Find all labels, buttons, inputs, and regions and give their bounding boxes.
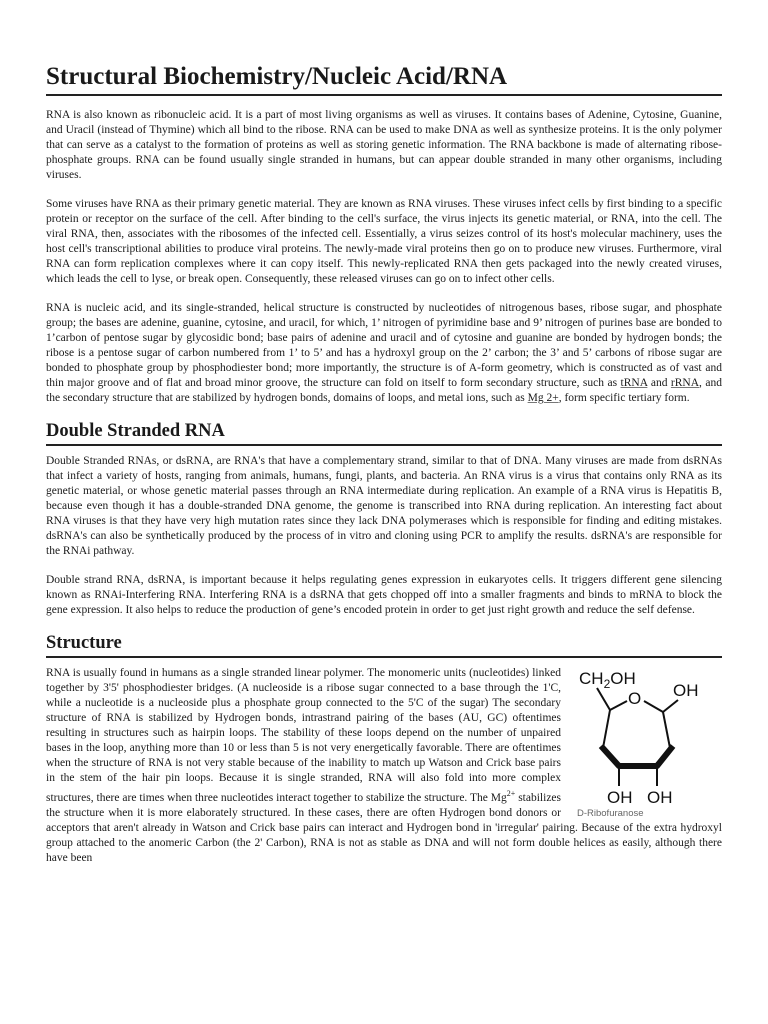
intro-paragraph-3: [46, 301, 722, 406]
structure-paragraph-1-text-a: RNA is usually found in humans as a single stranded linear polymer. The monomeric units (nucleotides) linked together by 3'5' phosphodiester bridges. (A nucleoside is a ribose sugar connected to a base through the 1'C, while a nucleotide is a nucleoside plus a phosphate group connected to the 5'C of the sugar) The secondary structure of RNA is stabilized by Hydrogen bonds, intrastrand pairing of the bases (AU, GC) oftentimes resulting in structures such as hairpin loops. The stability of these loops depend on the number of unpaired bases in the loop, anything more than 10 or less than 5 is not very energetically favorable. There are oftentimes when the structure of RNA is not very stable because of the inability to match up Watson and Crick base pairs in the stem of the hair pin loops. Because it is single stranded, RNA will also fold into more complex structures, there are times when three nucleotides interact together to stabilize the structure. The Mg: [46, 667, 561, 804]
ring-bond-c4-o: [610, 701, 627, 710]
intro-paragraph-1: RNA is also known as ribonucleic acid. It is a part of most living organisms as well as viruses. It contains bases of Adenine, Cytosine, Guanine, and Uracil (instead of Thymine) which all bind to the ribose. RNA can be used to make DNA as well as synthesize proteins. It is the only polymer that can serve as a catalyst to the formation of proteins as well as storing genetic information. The RNA backbone is made of alternating ribose-phosphate groups. RNA can be found usually single stranded in humans, but can appear double stranded in many other organisms, including viruses.: [46, 109, 722, 181]
mg2-link[interactable]: Mg 2+: [527, 392, 559, 404]
c2-oh-label: OH: [647, 788, 673, 807]
trna-link[interactable]: tRNA: [620, 377, 648, 389]
ribofuranose-structure-diagram: [577, 666, 722, 818]
intro-paragraph-3-text-c: , and the secondary structure that are stabilized by hydrogen bonds, domains of loops, and metal ions, such as: [46, 377, 722, 404]
structure-section: [46, 666, 722, 866]
ring-front-bold-edge: [601, 746, 673, 766]
ch2oh-bond: [597, 688, 610, 710]
ring-bond-o-c1: [644, 701, 663, 712]
ring-oxygen-label: O: [628, 689, 642, 708]
structure-paragraph-1-text-b: stabilizes the structure when it is more elaborately structured. In these cases, there are often Hydrogen bond donors or acceptors that aren't already in Watson and Crick base pairs can interact and Hydrogen bond in 'irregular' pairing. Because of the extra hydroxyl group attached to the anomeric Carbon (the 2' Carbon), RNA is not as stable as DNA and will not form double helices as easily, although there have been: [46, 791, 722, 864]
structure-heading: Structure: [46, 632, 722, 658]
dsrna-paragraph-2: Double strand RNA, dsRNA, is important because it helps regulating genes expression in eukaryotes cells. It triggers different gene silencing known as RNAi-Interfering RNA. Interfering RNA is a dsRNA that gets chopped off into a smaller fragments and binds to mRNA to block the gene expression. It also helps to reduce the production of gene’s encoded protein in order to get just right growth and reduce the self defense.: [46, 574, 722, 616]
intro-paragraph-2: Some viruses have RNA as their primary genetic material. They are known as RNA viruses. These viruses infect cells by first binding to a specific protein or receptor on the surface of the cell. After binding to the cell's surface, the virus injects its genetic material, or RNA, into the cell. The viral RNA, then, associates with the ribosomes of the infected cell. Essentially, a virus seizes control of its host's molecular machinery, uses the host cell's transcriptional abilities to produce viral proteins. The newly-made viral proteins then go on to produce new viruses. Furthermore, viral RNA can form replication complexes where it can copy itself. This newly-replicated RNA then gets packaged into the newly created viruses, which leads the cell to lyse, or break open. Consequently, these released viruses can go on to infect other cells.: [46, 198, 722, 285]
figure-caption: D-Ribofuranose: [577, 808, 644, 818]
article: [46, 62, 722, 880]
rrna-link[interactable]: rRNA: [670, 377, 700, 389]
ch2oh-label: $CH_2OH$: [579, 669, 636, 691]
dsrna-paragraph-1: Double Stranded RNAs, or dsRNA, are RNA's that have a complementary strand, similar to that of DNA. Many viruses are made from dsRNAs that infect a variety of hosts, ranging from animals, humans, fungi, plants, and bacteria. An RNA virus is a virus that contains only RNA as its genetic material, or whose genetic material passes through an RNA intermediate during replication. An example of a RNA virus is Hepatitis B, because even though it has a double-stranded DNA genome, the genome is transcribed into RNA during replication. An interesting fact about RNA viruses is that they have very high mutation rates since they lack DNA polymerases which is responsible for finding and editing mistakes. dsRNA's can also be synthetically produced by the process of in vitro and cloning using PCR to amplify the results. dsRNA's are responsible for the RNAi pathway.: [46, 455, 722, 557]
c1-oh-label: OH: [673, 681, 699, 700]
mg-superscript: 2+: [506, 789, 516, 798]
page-title: Structural Biochemistry/Nucleic Acid/RNA: [46, 62, 722, 96]
intro-paragraph-3-text-a: RNA is nucleic acid, and its single-stranded, helical structure is constructed by nucleotides of nitrogenous bases, ribose sugar, and phosphate group; the bases are adenine, guanine, cytosine, and uracil, for which, 1’ nitrogen of pyrimidine base and 9’ nitrogen of purines base are bonded to 1’carbon of pentose sugar by glycosidic bond; base pairs of adenine and uracil and of cytosine and guanine are bonded by hydrogen bonds; the ribose is a pentose sugar of carbon numbered from 1’ to 5’ and has a hydroxyl group on the 2’ carbon; the 3’ and 5’ carbons of ribose sugar are bonded to phosphate group by phosphodiester bond; more importantly, the structure is of A-form geometry, which is constructed as of vast and thin major groove and of flat and broad minor groove, the structure can fold on itself to form secondary structure, such as: [46, 302, 722, 389]
intro-paragraph-3-text-d: , form specific tertiary form.: [558, 392, 690, 404]
ring-bond-c4-c3: [603, 710, 610, 748]
c3-oh-label: OH: [607, 788, 633, 807]
double-stranded-rna-heading: Double Stranded RNA: [46, 420, 722, 446]
intro-paragraph-3-text-b: and: [647, 377, 671, 389]
c1-oh-bond: [663, 700, 678, 712]
ring-bond-c1-c2: [663, 712, 670, 748]
ribofuranose-figure: [577, 666, 722, 818]
